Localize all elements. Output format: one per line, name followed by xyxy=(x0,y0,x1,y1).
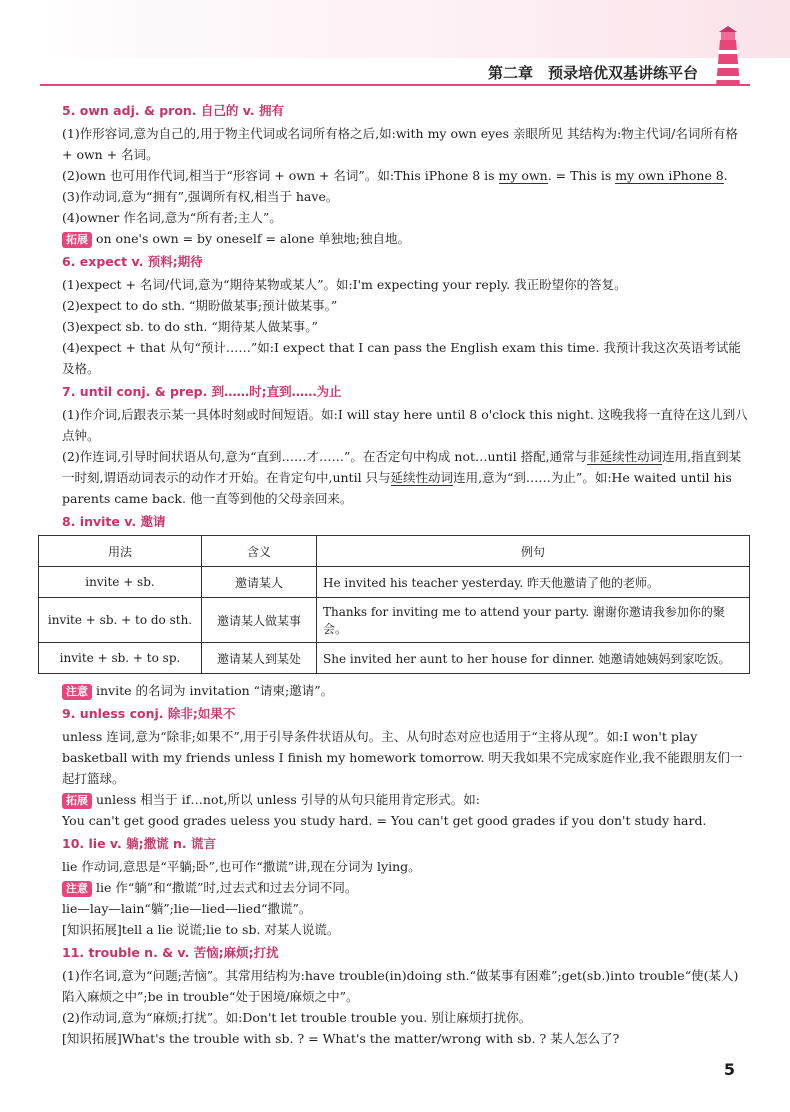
paragraph: (3)expect sb. to do sth. “期待某人做某事。” xyxy=(62,319,318,334)
page-header xyxy=(0,0,790,100)
table-header: 例句 xyxy=(317,536,750,567)
paragraph: (2)own 也可用作代词,相当于“形容词 + own + 名词”。如:This iPhone 8 is my own. = This is my own iPhone 8. xyxy=(62,168,728,183)
table-row xyxy=(39,598,750,643)
paragraph: (4)owner 作名词,意为“所有者;主人”。 xyxy=(62,210,282,225)
table-header: 含义 xyxy=(202,536,317,567)
section-heading-own: 5. own adj. & pron. 自己的 v. 拥有 xyxy=(62,103,284,118)
section-heading-lie: 10. lie v. 躺;撒谎 n. 谎言 xyxy=(62,836,216,851)
table-row xyxy=(39,643,750,674)
extension-note: 拓展 unless 相当于 if…not,所以 unless 引导的从句只能用肯定形式。如: xyxy=(38,789,750,810)
paragraph: (1)expect + 名词/代词,意为“期待某物或某人”。如:I'm expecting your reply. 我正盼望你的答复。 xyxy=(62,277,627,292)
table-cell: invite + sb. + to sp. xyxy=(39,643,202,674)
header-band xyxy=(0,0,790,58)
lighthouse-icon xyxy=(706,26,750,88)
section-heading-trouble: 11. trouble n. & v. 苦恼;麻烦;打扰 xyxy=(62,945,279,960)
table-cell: 邀请某人到某处 xyxy=(202,643,317,674)
paragraph: (1)作介词,后跟表示某一具体时刻或时间短语。如:I will stay here until 8 o'clock this night. 这晚我将一直待在这儿到八点钟。 xyxy=(62,407,748,443)
table-row xyxy=(39,567,750,598)
table-cell: 邀请某人做某事 xyxy=(202,598,317,643)
section-heading-invite: 8. invite v. 邀请 xyxy=(62,514,166,529)
knowledge-extension: [知识拓展]What's the trouble with sb. ? = What's the matter/wrong with sb. ? 某人怎么了? xyxy=(62,1031,620,1046)
page-content xyxy=(38,98,750,1049)
table-cell: He invited his teacher yesterday. 昨天他邀请了他的老师。 xyxy=(317,567,750,598)
table-cell: Thanks for inviting me to attend your party. 谢谢你邀请我参加你的聚会。 xyxy=(317,598,750,643)
paragraph: (4)expect + that 从句“预计……”如:I expect that I can pass the English exam this time. 我预计我这次英语考试能及格。 xyxy=(62,340,741,376)
header-rule xyxy=(40,84,750,86)
table-header: 用法 xyxy=(39,536,202,567)
attention-note: 注意 lie 作“躺”和“撒谎”时,过去式和过去分词不同。 xyxy=(38,877,750,898)
table-cell: invite + sb. + to do sth. xyxy=(39,598,202,643)
paragraph: (2)expect to do sth. “期盼做某事;预计做某事。” xyxy=(62,298,338,313)
section-heading-unless: 9. unless conj. 除非;如果不 xyxy=(62,706,236,721)
table-cell: invite + sb. xyxy=(39,567,202,598)
table-header-row xyxy=(39,536,750,567)
paragraph: unless 连词,意为“除非;如果不”,用于引导条件状语从句。主、从句时态对应也适用于“主将从现”。如:I won't play basketball with my friends unless I finish my homework tomorrow. 明天我如果不完成家庭作业,我不能跟朋友们一起打篮球。 xyxy=(62,729,743,786)
attention-note: 注意 invite 的名词为 invitation “请柬;邀请”。 xyxy=(38,680,750,701)
paragraph: (3)作动词,意为“拥有”,强调所有权,相当于 have。 xyxy=(62,189,339,204)
attention-tag: 注意 xyxy=(62,684,92,700)
paragraph: (2)作动词,意为“麻烦;打扰”。如:Don't let trouble trouble you. 别让麻烦打扰你。 xyxy=(62,1010,532,1025)
section-heading-until: 7. until conj. & prep. 到……时;直到……为止 xyxy=(62,384,342,399)
paragraph: (1)作形容词,意为自己的,用于物主代词或名词所有格之后,如:with my own eyes 亲眼所见 其结构为:物主代词/名词所有格 + own + 名词。 xyxy=(62,126,738,162)
extension-note: 拓展 on one's own = by oneself = alone 单独地;独自地。 xyxy=(38,228,750,249)
paragraph: (1)作名词,意为“问题;苦恼”。其常用结构为:have trouble(in)doing sth.“做某事有困难”;get(sb.)into trouble“使(某人)陷入麻烦之中”;be in trouble“处于困境/麻烦之中”。 xyxy=(62,968,739,1004)
table-cell: 邀请某人 xyxy=(202,567,317,598)
example-sentence: You can't get good grades ueless you study hard. = You can't get good grades if you don't study hard. xyxy=(62,813,707,828)
usage-table xyxy=(38,535,750,674)
attention-tag: 注意 xyxy=(62,881,92,897)
section-heading-expect: 6. expect v. 预料;期待 xyxy=(62,254,203,269)
paragraph: lie—lay—lain“躺”;lie—lied—lied“撒谎”。 xyxy=(62,901,312,916)
chapter-title: 第二章 预录培优双基讲练平台 xyxy=(487,64,698,82)
paragraph: lie 作动词,意思是“平躺;卧”,也可作“撒谎”讲,现在分词为 lying。 xyxy=(62,859,421,874)
extension-tag: 拓展 xyxy=(62,232,92,248)
paragraph: (2)作连词,引导时间状语从句,意为“直到……才……”。在否定句中构成 not…until 搭配,通常与非延续性动词连用,指直到某一时刻,谓语动词表示的动作才开始。在肯定句中,until 只与延续性动词连用,意为“到……为止”。如:He waited until his parents came back. 他一直等到他的父母亲回来。 xyxy=(62,449,742,506)
extension-tag: 拓展 xyxy=(62,793,92,809)
page-number: 5 xyxy=(723,1060,735,1079)
knowledge-extension: [知识拓展]tell a lie 说谎;lie to sb. 对某人说谎。 xyxy=(62,922,340,937)
table-cell: She invited her aunt to her house for dinner. 她邀请她姨妈到家吃饭。 xyxy=(317,643,750,674)
